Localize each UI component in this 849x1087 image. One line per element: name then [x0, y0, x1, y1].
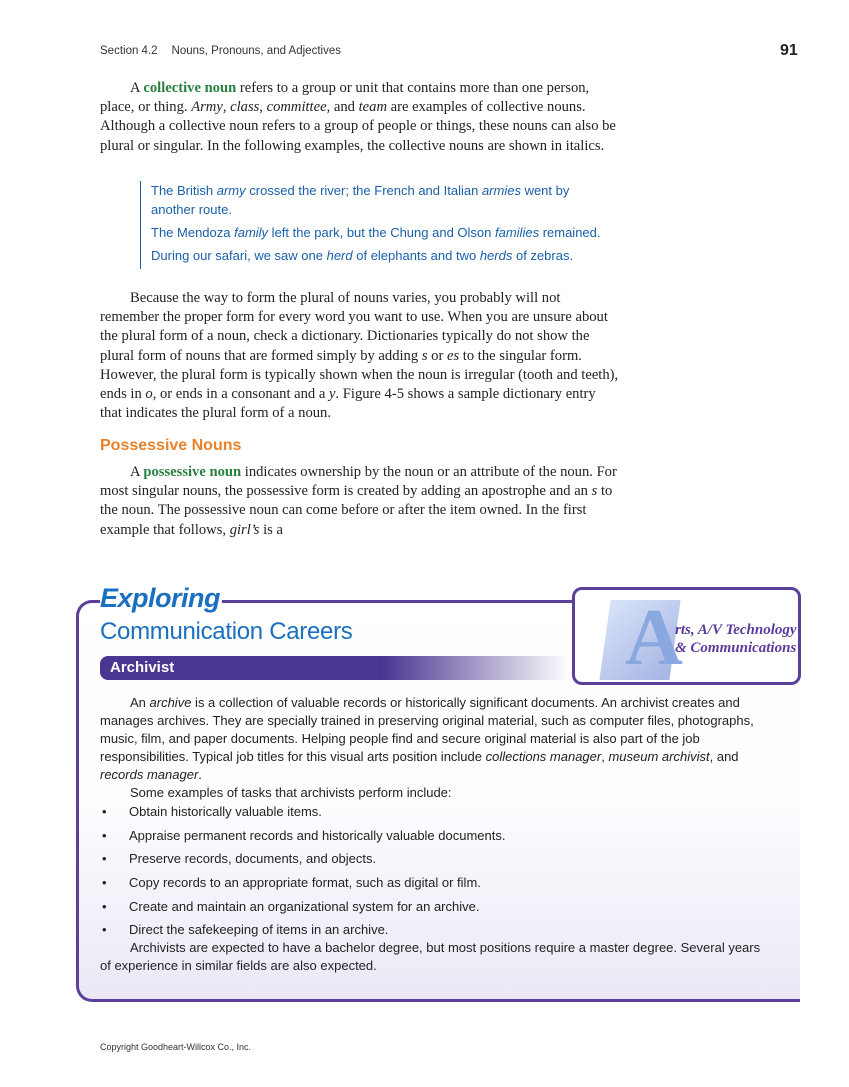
text-run: , and	[326, 99, 359, 116]
section-number: Section 4.2	[100, 45, 158, 57]
text-run: crossed the river; the French and Italian	[245, 183, 482, 198]
italic-text: museum archivist	[608, 749, 710, 764]
italic-text: families	[495, 225, 540, 240]
section-title: Nouns, Pronouns, and Adjectives	[171, 45, 341, 57]
italic-text: team	[358, 99, 387, 116]
feature-title: Communication Careers	[100, 618, 353, 645]
text-run: During our safari, we saw one	[151, 248, 327, 263]
task-item: • Copy records to an appropriate format, such as digital or film.	[100, 874, 772, 898]
italic-text: herds	[479, 248, 513, 263]
text-run: is a collection of valuable records or historically significant documents. An archivist creates and manages archives. They are specially trained in preserving original material, such as computer files, photographs, music, film, and paper documents. Helping people find and secure original material is also part of the job responsibilities. Typical job titles for this visual arts position include	[100, 695, 754, 764]
text-run: A	[130, 464, 144, 480]
career-cluster-logo	[572, 587, 801, 685]
text-run: of zebras.	[512, 248, 574, 263]
copyright: Copyright Goodheart-Willcox Co., Inc.	[100, 1042, 252, 1052]
task-item: • Obtain historically valuable items.	[100, 803, 772, 827]
italic-text: collections manager	[485, 749, 602, 764]
italic-text: herd	[326, 248, 353, 263]
text-run: refers to a group or unit that contains more than one person, place, or thing.	[100, 80, 590, 116]
text-run: ,	[222, 99, 231, 116]
text-run: ,	[259, 99, 267, 116]
italic-text: y	[329, 386, 336, 403]
text-run: The British	[151, 183, 217, 198]
collective-noun-paragraph	[100, 79, 620, 156]
italic-text: records manager	[100, 767, 199, 782]
task-item: • Direct the safekeeping of items in an archive.	[100, 921, 772, 939]
italic-text: es	[446, 347, 460, 364]
text-run: , and	[709, 749, 739, 764]
italic-text: armies	[481, 183, 521, 198]
key-term: possessive noun	[143, 464, 242, 480]
logo-text-1: rts, A/V Technology	[675, 622, 797, 638]
career-banner: Archivist	[100, 656, 570, 680]
tasks-list	[100, 803, 772, 939]
text-run: A	[130, 80, 144, 96]
italic-text: Army	[191, 99, 223, 116]
italic-text: s	[591, 483, 598, 500]
text-run: are examples of collective nouns. Although a collective noun refers to a group of people or things, these nouns can also be plural or singular. In the following examples, the collective nouns are shown in italics.	[100, 99, 616, 154]
archive-intro	[100, 694, 772, 784]
text-run: is a	[259, 521, 283, 538]
italic-text: army	[216, 183, 246, 198]
text-run: or	[427, 347, 447, 364]
logo-text-2: & Communications	[675, 640, 797, 656]
text-run: .	[198, 767, 202, 782]
italic-text: family	[234, 225, 269, 240]
text-run: left the park, but the Chung and Olson	[268, 225, 495, 240]
logo-letter-a: A	[625, 594, 683, 682]
italic-text: girl’s	[229, 521, 260, 538]
text-run: An	[130, 695, 150, 710]
text-run: The Mendoza	[151, 225, 235, 240]
possessive-nouns-heading: Possessive Nouns	[100, 437, 242, 454]
text-run: of elephants and two	[352, 248, 480, 263]
task-item: • Appraise permanent records and historically valuable documents.	[100, 827, 772, 851]
examples-block	[140, 181, 610, 269]
example-1	[151, 181, 610, 219]
feature-body	[100, 694, 772, 975]
text-run: indicates ownership by the noun or an attribute of the noun. For most singular nouns, the possessive form is created by adding an apostrophe and an	[100, 464, 617, 500]
example-3	[151, 246, 610, 265]
italic-text: archive	[149, 695, 192, 710]
italic-text: o	[145, 386, 153, 403]
exploring-label: Exploring	[100, 583, 221, 613]
text-run: to the noun. The possessive noun can come before or after the item owned. In the first example that follows,	[100, 483, 613, 538]
tasks-intro: Some examples of tasks that archivists perform include:	[130, 785, 452, 800]
text-run: remained.	[539, 225, 601, 240]
text-run: ,	[601, 749, 609, 764]
italic-text: class	[230, 99, 260, 116]
text-run: to the singular form. However, the plural form is typically shown when the noun is irregular (tooth and teeth), ends in	[100, 347, 619, 403]
plural-paragraph	[100, 289, 620, 423]
text-run: went by another route.	[151, 183, 570, 217]
task-item: • Preserve records, documents, and objects.	[100, 850, 772, 874]
page-number: 91	[780, 42, 798, 59]
task-item: • Create and maintain an organizational system for an archive.	[100, 898, 772, 922]
running-header	[100, 45, 341, 57]
key-term: collective noun	[143, 80, 237, 96]
italic-text: committee	[266, 99, 327, 116]
text-run: . Figure 4-5 shows a sample dictionary entry that indicates the plural form of a noun.	[100, 386, 596, 422]
text-run: Because the way to form the plural of nouns varies, you probably will not remember the proper form for every word you want to use. When you are unsure about the plural form of a noun, check a dictionary. Dictionaries typically do not show the plural form of nouns that are formed simply by adding	[100, 290, 608, 364]
closing-paragraph: Archivists are expected to have a bachelor degree, but most positions require a master degree. Several years of experience in similar fields are also expected.	[100, 940, 761, 974]
italic-text: s	[421, 347, 428, 364]
example-2	[151, 223, 610, 242]
text-run: , or ends in a consonant and a	[152, 386, 329, 403]
possessive-paragraph	[100, 463, 620, 540]
